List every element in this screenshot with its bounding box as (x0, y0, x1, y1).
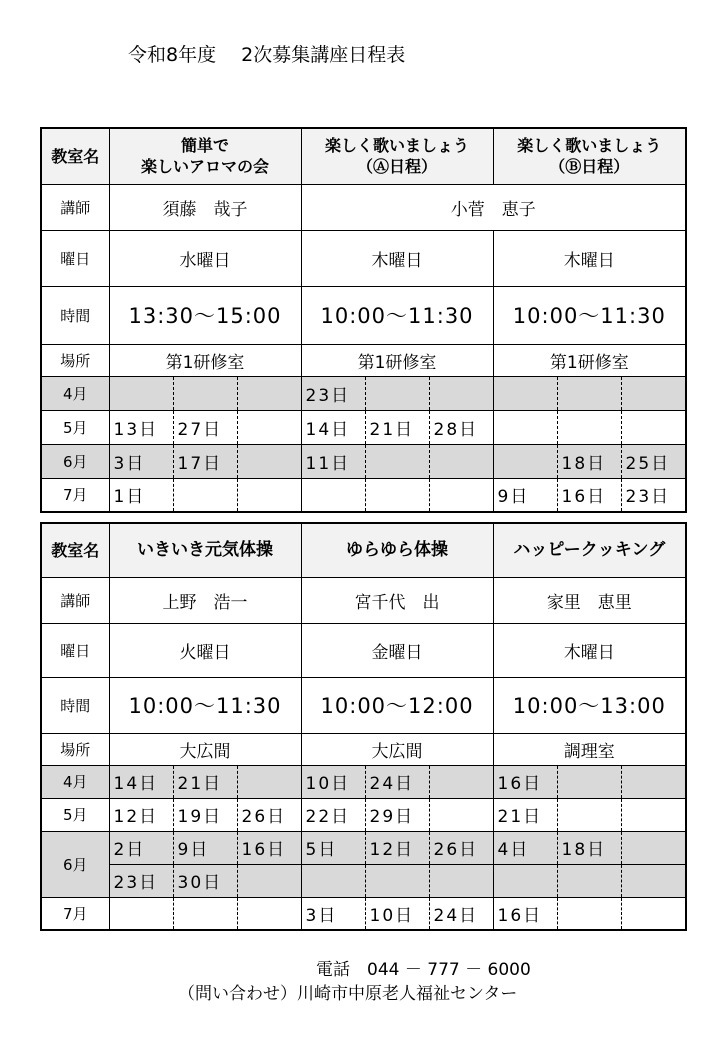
date-cell (493, 444, 557, 478)
date-cell: 25日 (621, 444, 686, 478)
weekday-value: 木曜日 (301, 230, 493, 286)
date-cell: 24日 (429, 897, 493, 930)
date-cell: 9日 (173, 831, 237, 864)
month-row (41, 410, 686, 444)
date-cell: 24日 (365, 765, 429, 798)
schedule-table-1 (40, 127, 687, 513)
date-cell: 3日 (301, 897, 365, 930)
date-cell (557, 798, 621, 831)
date-cell (237, 444, 301, 478)
date-cell (621, 410, 686, 444)
date-cell (365, 444, 429, 478)
date-cell: 27日 (173, 410, 237, 444)
date-cell: 18日 (557, 444, 621, 478)
month-row (41, 444, 686, 478)
date-cell: 21日 (365, 410, 429, 444)
month-row (41, 478, 686, 512)
date-cell: 28日 (429, 410, 493, 444)
date-cell: 26日 (237, 798, 301, 831)
date-cell: 10日 (301, 765, 365, 798)
place-label: 場所 (41, 344, 109, 376)
month-row (41, 798, 686, 831)
date-cell (621, 376, 686, 410)
class-name-header: いきいき元気体操 (109, 523, 301, 577)
contact-info (178, 934, 531, 1054)
date-cell (301, 864, 365, 897)
contact-line: （問い合わせ）川崎市中原老人福祉センター (178, 984, 518, 1004)
month-label: 5月 (41, 798, 109, 831)
date-cell (237, 410, 301, 444)
class-name-line: （Ⓑ日程） (549, 157, 630, 177)
date-cell (621, 798, 686, 831)
teacher-name: 家里 恵里 (493, 577, 686, 623)
date-cell (429, 376, 493, 410)
place-value: 第1研修室 (301, 344, 493, 376)
date-cell (301, 478, 365, 512)
teacher-name: 小菅 恵子 (301, 184, 686, 230)
date-cell: 29日 (365, 798, 429, 831)
time-value: 10:00～13:00 (493, 677, 686, 733)
month-label: 7月 (41, 478, 109, 512)
teacher-name: 宮千代 出 (301, 577, 493, 623)
teacher-name: 上野 浩一 (109, 577, 301, 623)
time-value: 10:00～11:30 (493, 286, 686, 344)
phone-number: 電話 044 － 777 － 6000 (316, 960, 531, 980)
time-value: 10:00～11:30 (109, 677, 301, 733)
class-name-line: 楽しいアロマの会 (141, 157, 270, 177)
class-name-line: 楽しく歌いましょう (517, 136, 662, 156)
class-name-header (301, 128, 493, 184)
date-cell (429, 444, 493, 478)
month-label: 4月 (41, 376, 109, 410)
month-row (41, 765, 686, 798)
month-row (41, 864, 686, 897)
date-cell: 16日 (237, 831, 301, 864)
place-value: 調理室 (493, 733, 686, 765)
date-cell: 11日 (301, 444, 365, 478)
date-cell (237, 478, 301, 512)
date-cell: 10日 (365, 897, 429, 930)
class-name-header (493, 128, 686, 184)
date-cell: 18日 (557, 831, 621, 864)
weekday-label: 曜日 (41, 623, 109, 677)
date-cell: 12日 (365, 831, 429, 864)
date-cell: 14日 (301, 410, 365, 444)
date-cell: 12日 (109, 798, 173, 831)
teacher-label: 講師 (41, 577, 109, 623)
date-cell (493, 376, 557, 410)
schedule-table-2 (40, 522, 687, 931)
month-row (41, 897, 686, 930)
month-row (41, 376, 686, 410)
place-value: 大広間 (109, 733, 301, 765)
date-cell: 14日 (109, 765, 173, 798)
date-cell (173, 478, 237, 512)
date-cell: 23日 (301, 376, 365, 410)
date-cell: 23日 (109, 864, 173, 897)
month-label: 6月 (41, 444, 109, 478)
time-label: 時間 (41, 286, 109, 344)
date-cell (557, 410, 621, 444)
weekday-label: 曜日 (41, 230, 109, 286)
date-cell (365, 478, 429, 512)
class-name-line: 簡単で (181, 136, 230, 156)
date-cell: 3日 (109, 444, 173, 478)
date-cell (621, 765, 686, 798)
date-cell: 23日 (621, 478, 686, 512)
weekday-value: 木曜日 (493, 230, 686, 286)
date-cell (557, 376, 621, 410)
date-cell (557, 897, 621, 930)
class-name-header: ハッピークッキング (493, 523, 686, 577)
date-cell (493, 864, 557, 897)
teacher-label: 講師 (41, 184, 109, 230)
month-label: 6月 (41, 831, 109, 897)
date-cell (365, 864, 429, 897)
place-value: 第1研修室 (493, 344, 686, 376)
date-cell: 30日 (173, 864, 237, 897)
date-cell (621, 897, 686, 930)
date-cell (429, 798, 493, 831)
date-cell (173, 897, 237, 930)
place-value: 大広間 (301, 733, 493, 765)
class-name-line: （Ⓐ日程） (357, 157, 438, 177)
date-cell: 5日 (301, 831, 365, 864)
time-value: 13:30～15:00 (109, 286, 301, 344)
time-value: 10:00～11:30 (301, 286, 493, 344)
date-cell (429, 765, 493, 798)
date-cell (109, 376, 173, 410)
class-name-line: 楽しく歌いましょう (325, 136, 470, 156)
date-cell (621, 831, 686, 864)
date-cell (429, 478, 493, 512)
date-cell (365, 376, 429, 410)
date-cell: 9日 (493, 478, 557, 512)
date-cell (237, 897, 301, 930)
weekday-value: 水曜日 (109, 230, 301, 286)
date-cell: 16日 (493, 897, 557, 930)
date-cell: 16日 (493, 765, 557, 798)
date-cell: 16日 (557, 478, 621, 512)
teacher-name: 須藤 哉子 (109, 184, 301, 230)
date-cell (429, 864, 493, 897)
date-cell: 21日 (173, 765, 237, 798)
class-name-header (109, 128, 301, 184)
weekday-value: 火曜日 (109, 623, 301, 677)
date-cell: 19日 (173, 798, 237, 831)
date-cell: 13日 (109, 410, 173, 444)
date-cell (557, 765, 621, 798)
weekday-value: 金曜日 (301, 623, 493, 677)
date-cell (621, 864, 686, 897)
month-label: 4月 (41, 765, 109, 798)
date-cell: 26日 (429, 831, 493, 864)
room-label: 教室名 (41, 128, 109, 184)
date-cell: 1日 (109, 478, 173, 512)
month-row (41, 831, 686, 864)
room-label: 教室名 (41, 523, 109, 577)
date-cell (173, 376, 237, 410)
month-label: 7月 (41, 897, 109, 930)
date-cell (237, 376, 301, 410)
date-cell: 2日 (109, 831, 173, 864)
date-cell (109, 897, 173, 930)
class-name-header: ゆらゆら体操 (301, 523, 493, 577)
weekday-value: 木曜日 (493, 623, 686, 677)
date-cell: 22日 (301, 798, 365, 831)
date-cell (237, 864, 301, 897)
date-cell (493, 410, 557, 444)
time-label: 時間 (41, 677, 109, 733)
time-value: 10:00～12:00 (301, 677, 493, 733)
month-label: 5月 (41, 410, 109, 444)
date-cell (237, 765, 301, 798)
date-cell: 21日 (493, 798, 557, 831)
date-cell: 17日 (173, 444, 237, 478)
place-label: 場所 (41, 733, 109, 765)
page-title: 令和8年度 2次募集講座日程表 (128, 44, 406, 66)
date-cell (557, 864, 621, 897)
date-cell: 4日 (493, 831, 557, 864)
place-value: 第1研修室 (109, 344, 301, 376)
